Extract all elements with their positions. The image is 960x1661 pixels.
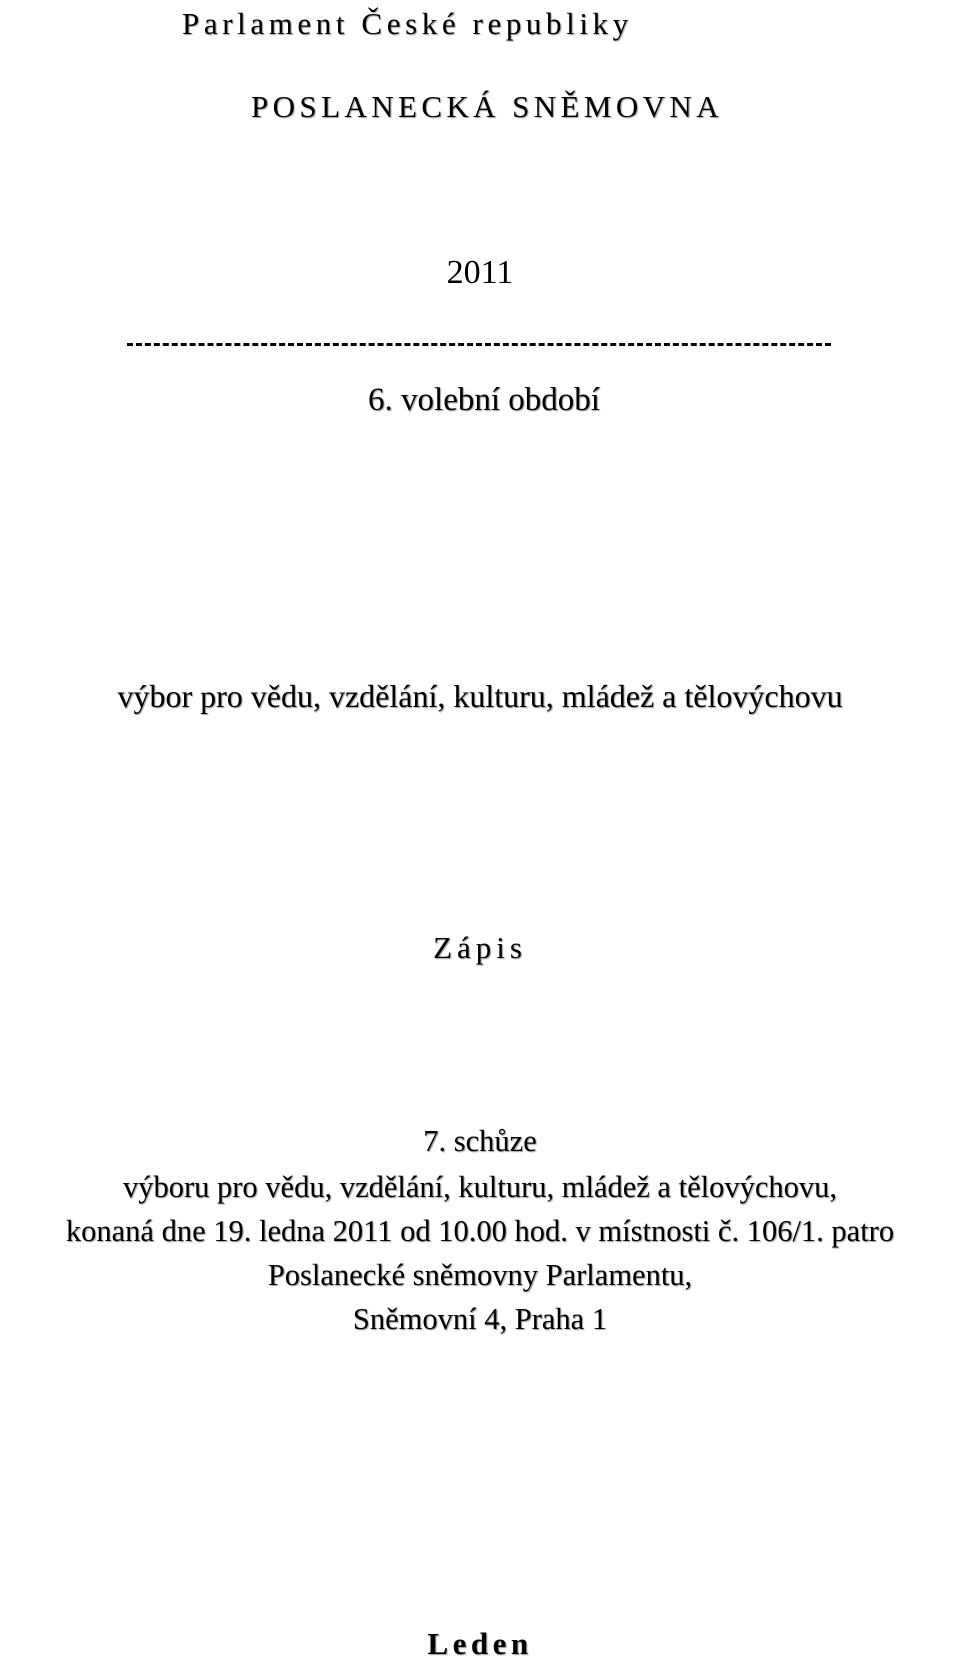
electoral-term: 6. volební období xyxy=(368,382,600,418)
meeting-committee: výboru pro vědu, vzdělání, kulturu, mládež a tělovýchovu, xyxy=(122,1170,837,1204)
document-title: Zápis xyxy=(433,930,527,965)
meeting-number: 7. schůze xyxy=(423,1124,537,1158)
dashed-divider xyxy=(127,343,831,346)
chamber-heading: POSLANECKÁ SNĚMOVNA xyxy=(251,89,723,124)
parliament-heading: Parlament České republiky xyxy=(182,6,633,41)
meeting-date-line: konaná dne 19. ledna 2011 od 10.00 hod. v místnosti č. 106/1. patro xyxy=(65,1214,895,1248)
year: 2011 xyxy=(446,254,514,291)
meeting-building-line: Poslanecké sněmovny Parlamentu, xyxy=(267,1258,693,1292)
committee-name: výbor pro vědu, vzdělání, kulturu, mládež a tělovýchovu xyxy=(117,678,843,714)
month-label: Leden xyxy=(427,1626,533,1661)
meeting-address-line: Sněmovní 4, Praha 1 xyxy=(352,1302,608,1336)
